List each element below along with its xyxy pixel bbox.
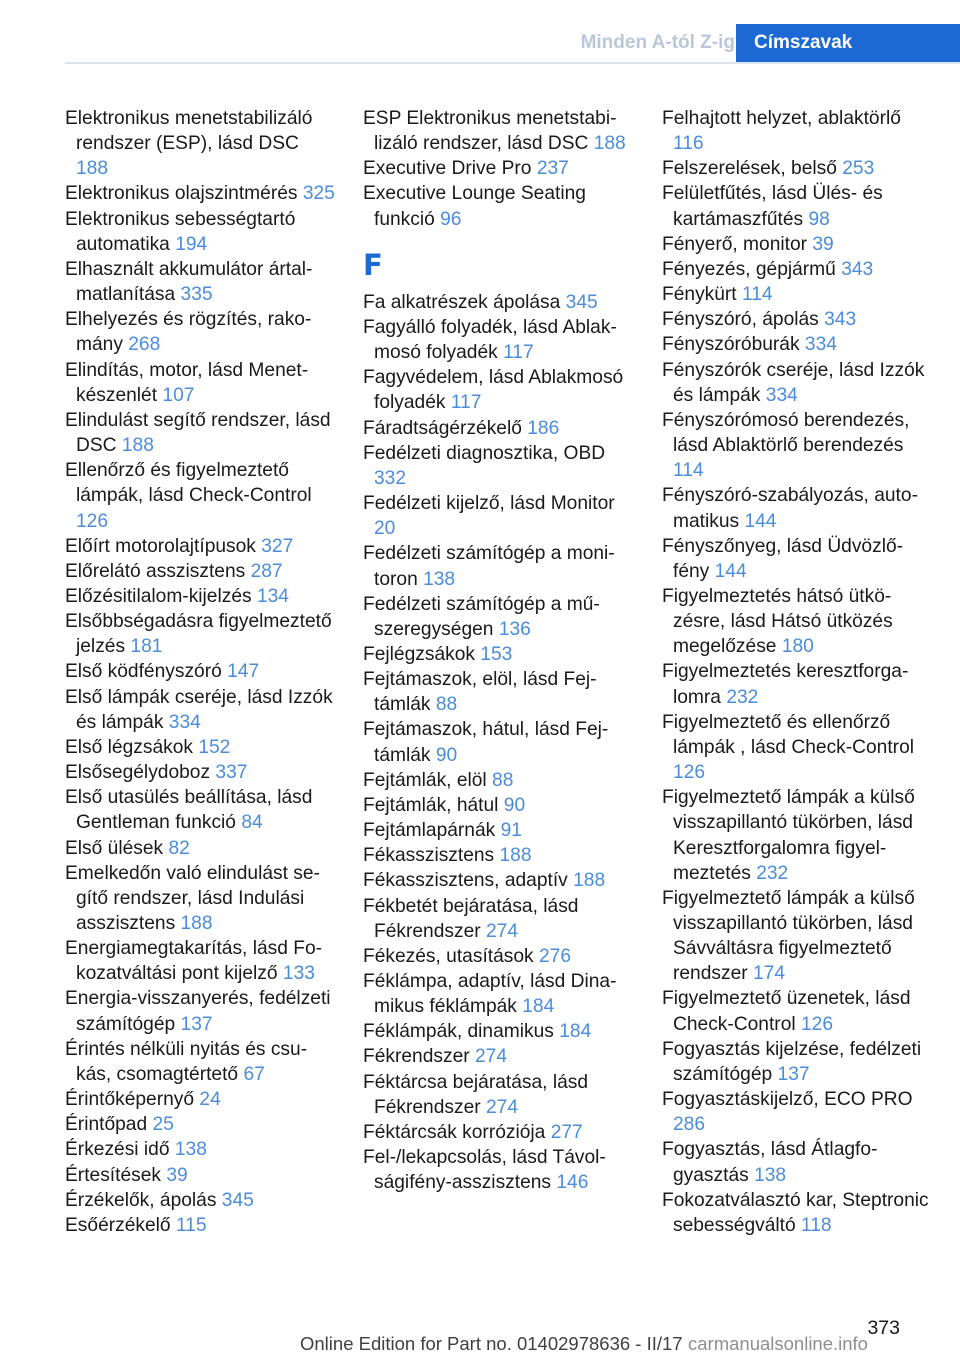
index-entry-text: Fényszórómosó berendezés, lásd Ablaktörlő berendezés (662, 409, 910, 457)
index-entry (65, 685, 335, 735)
index-column-3 (662, 106, 932, 1238)
index-entry (363, 106, 633, 156)
index-entry-text: Elektronikus olajszintmérés (65, 183, 298, 205)
page-reference-link[interactable]: 138 (423, 568, 456, 590)
index-entry-text: Fejtámaszok, elöl, lásd Fejtámlák (363, 669, 597, 716)
page-reference-link[interactable]: 286 (673, 1114, 706, 1136)
page-reference-link[interactable]: 345 (565, 291, 598, 313)
index-entry (363, 944, 633, 969)
page-reference-link[interactable]: 144 (744, 510, 777, 532)
page-reference-link[interactable]: 232 (726, 686, 759, 708)
page-reference-link[interactable]: 237 (536, 158, 569, 180)
page-reference-link[interactable]: 116 (673, 133, 704, 155)
index-entry (363, 365, 633, 415)
index-entry-text: Fel-/lekapcsolás, lásd Távolságifény-asszisztens (363, 1147, 606, 1194)
page-reference-link[interactable]: 84 (241, 812, 263, 834)
page-reference-link[interactable]: 188 (121, 435, 154, 457)
index-entry (65, 307, 335, 357)
page-reference-link[interactable]: 335 (180, 284, 213, 306)
index-entry-text: Emelkedőn való elindulást segítő rendszer, lásd Indulási asszisztens (65, 862, 320, 934)
index-entry-text: Fényszóró, ápolás (662, 309, 819, 331)
index-entry (363, 818, 633, 843)
index-entry (662, 181, 932, 231)
page-reference-link[interactable]: 153 (480, 643, 513, 665)
index-entry (662, 1137, 932, 1187)
page-reference-link[interactable]: 144 (714, 560, 747, 582)
page-reference-link[interactable]: 343 (841, 258, 874, 280)
index-entry (363, 315, 633, 365)
index-entry (363, 717, 633, 767)
page-reference-link[interactable]: 126 (673, 762, 706, 784)
index-entry-text: Figyelmeztető lámpák a külső visszapillantó tükörben, lásd Sávváltásra figyelmeztető rendszer (662, 887, 915, 985)
index-entry-text: Figyelmeztetés hátsó ütközésre, lásd Hátsó ütközés megelőzése (662, 585, 893, 658)
index-entry (662, 659, 932, 709)
page-reference-link[interactable]: 88 (435, 694, 458, 716)
index-entry (65, 1137, 335, 1162)
index-entry (662, 282, 932, 307)
index-entry-text: Fényerő, monitor (662, 233, 808, 255)
index-entry (363, 642, 633, 667)
index-entry-text: Fedélzeti számítógép a monitoron (363, 543, 615, 590)
page-reference-link[interactable]: 332 (374, 467, 407, 489)
index-entry-text: Ellenőrző és figyelmeztető lámpák, lásd Check-Control (65, 460, 312, 507)
index-entry (662, 483, 932, 533)
page-reference-link[interactable]: 334 (804, 334, 837, 356)
index-entry-text: Felszerelések, belső (662, 158, 837, 180)
index-entry (363, 1120, 633, 1145)
index-entry (65, 760, 335, 785)
page-reference-link[interactable]: 88 (492, 769, 514, 791)
page-reference-link[interactable]: 118 (801, 1214, 832, 1236)
page-reference-link[interactable]: 126 (76, 510, 109, 532)
index-entry (363, 667, 633, 717)
page-reference-link[interactable]: 337 (215, 762, 248, 784)
index-entry (662, 1087, 932, 1137)
header-chapter-tab[interactable]: Címszavak (736, 24, 960, 62)
page-reference-link[interactable]: 96 (440, 208, 462, 230)
index-entry-text: Előírt motorolajtípusok (65, 535, 256, 557)
index-entry (65, 609, 335, 659)
index-entry-text: Fedélzeti diagnosztika, OBD (363, 442, 606, 464)
page-reference-link[interactable]: 274 (474, 1046, 507, 1068)
index-entry (662, 584, 932, 659)
index-entry (363, 1070, 633, 1120)
index-entry (363, 1145, 633, 1195)
page-reference-link[interactable]: 274 (485, 920, 518, 942)
index-entry-text: Fáradtságérzékelő (363, 417, 522, 439)
index-entry (363, 868, 633, 893)
page-reference-link[interactable]: 147 (227, 661, 260, 683)
index-entry-text: Figyelmeztető üzenetek, lásd Check-Control (662, 988, 911, 1035)
index-entry-text: Fagyálló folyadék, lásd Ablakmosó folyadék (363, 316, 617, 364)
index-entry-text: Fényszőnyeg, lásd Üdvözlőfény (662, 535, 904, 582)
index-entry (65, 986, 335, 1036)
index-entry (662, 332, 932, 357)
index-entry-text: Fékbetét bejáratása, lásd Fékrendszer (363, 895, 579, 942)
page-number: 373 (867, 1317, 900, 1339)
index-entry-text: Előzésitilalom-kijelzés (65, 585, 252, 607)
index-entry (662, 534, 932, 584)
page-reference-link[interactable]: 345 (221, 1189, 254, 1211)
page-reference-link[interactable]: 39 (166, 1164, 188, 1186)
page-reference-link[interactable]: 174 (753, 963, 786, 985)
page-reference-link[interactable]: 137 (180, 1013, 213, 1035)
page-reference-link[interactable]: 268 (128, 334, 161, 356)
page-reference-link[interactable]: 334 (765, 384, 798, 406)
page-reference-link[interactable]: 115 (175, 1214, 207, 1236)
index-entry (662, 886, 932, 987)
page-reference-link[interactable]: 188 (180, 913, 213, 934)
index-entry-text: Fénykürt (662, 284, 737, 306)
page-footer (300, 1333, 960, 1359)
index-entry (363, 843, 633, 868)
index-entry (363, 181, 633, 231)
index-entry-text: Energiamegtakarítás, lásd Fokozatváltási pont kijelző (65, 938, 323, 985)
index-entry (65, 836, 335, 861)
index-entry (65, 1213, 335, 1238)
index-entry (65, 207, 335, 257)
index-entry-text: Fedélzeti kijelző, lásd Monitor (363, 493, 615, 515)
index-entry (363, 1019, 633, 1044)
index-entry (65, 257, 335, 307)
index-entry-text: Fényszórók cseréje, lásd Izzók és lámpák (662, 359, 925, 406)
index-entry-text: Fogyasztás kijelzése, fedélzeti számítógép (662, 1038, 922, 1085)
index-entry-text: ESP Elektronikus menetstabilizáló rendszer, lásd DSC (363, 108, 617, 155)
page-reference-link[interactable]: 188 (76, 158, 109, 180)
index-entry (363, 541, 633, 591)
page-reference-link[interactable]: 184 (522, 996, 555, 1018)
page-reference-link[interactable]: 276 (538, 945, 571, 967)
index-entry-text: Fejtámlák, hátul (363, 794, 499, 816)
index-entry (65, 861, 335, 936)
index-entry (65, 1037, 335, 1087)
index-entry (363, 592, 633, 642)
index-entry (65, 458, 335, 533)
page-reference-link[interactable]: 138 (174, 1139, 207, 1161)
page-reference-link[interactable]: 117 (450, 392, 482, 414)
index-entry (662, 232, 932, 257)
page-reference-link[interactable]: 334 (168, 711, 201, 733)
page-reference-link[interactable]: 20 (374, 518, 396, 540)
page-reference-link[interactable]: 91 (500, 820, 522, 842)
index-entry (662, 1188, 932, 1238)
index-entry-text: Fejtámlapárnák (363, 820, 496, 842)
page-reference-link[interactable]: 136 (498, 618, 531, 640)
page-reference-link[interactable]: 39 (812, 233, 834, 255)
index-entry (363, 416, 633, 441)
page-reference-link[interactable]: 184 (559, 1021, 592, 1043)
page-reference-link[interactable]: 186 (527, 417, 560, 439)
page-reference-link[interactable]: 117 (503, 342, 534, 364)
page-reference-link[interactable]: 98 (808, 208, 830, 230)
index-column-1 (65, 106, 335, 1238)
page-reference-link[interactable]: 287 (250, 560, 283, 582)
index-entry-text: Fényszóró-szabályozás, automatikus (662, 485, 918, 532)
index-entry (662, 358, 932, 408)
index-entry (662, 307, 932, 332)
page-reference-link[interactable]: 126 (800, 1013, 833, 1035)
index-entry (662, 986, 932, 1036)
index-entry-text: Fogyasztáskijelző, ECO PRO (662, 1089, 913, 1111)
index-entry-text: Energia-visszanyerés, fedélzeti számítógép (65, 988, 331, 1035)
index-entry (65, 559, 335, 584)
page-reference-link[interactable]: 274 (485, 1096, 518, 1118)
page-reference-link[interactable]: 188 (593, 133, 626, 155)
index-entry-text: Elektronikus sebességtartó automatika (65, 208, 296, 255)
index-entry-text: Elindítás, motor, lásd Menetkészenlét (65, 359, 309, 406)
page-reference-link[interactable]: 138 (754, 1164, 787, 1186)
page-reference-link[interactable]: 114 (742, 284, 773, 306)
index-entry-text: Féklámpák, dinamikus (363, 1021, 554, 1043)
index-entry-text: Első lámpák cseréje, lásd Izzók és lámpák (65, 686, 333, 733)
index-entry (662, 710, 932, 785)
page-reference-link[interactable]: 24 (199, 1089, 221, 1111)
page-reference-link[interactable]: 180 (781, 636, 814, 658)
index-entry (65, 181, 335, 206)
index-entry-text: Fényszóróburák (662, 334, 800, 356)
page-reference-link[interactable]: 194 (175, 233, 208, 255)
index-entry-text: Felületfűtés, lásd Ülés- és kartámaszfűtés (662, 183, 883, 230)
index-entry (662, 257, 932, 282)
index-entry-text: Érintőpad (65, 1114, 148, 1136)
page-reference-link[interactable]: 343 (824, 309, 857, 331)
page-reference-link[interactable]: 137 (777, 1063, 810, 1085)
page-reference-link[interactable]: 25 (152, 1114, 174, 1136)
page-reference-link[interactable]: 188 (499, 845, 532, 867)
index-entry-text: Előrelátó asszisztens (65, 560, 246, 582)
index-entry-text: Érzékelők, ápolás (65, 1189, 217, 1211)
page-reference-link[interactable]: 82 (168, 837, 190, 859)
index-entry-text: Fényezés, gépjármű (662, 258, 836, 280)
page-reference-link[interactable]: 232 (756, 862, 789, 884)
index-entry-text: Féktárcsa bejáratása, lásd Fékrendszer (363, 1071, 589, 1118)
index-entry-text: Elhasznált akkumulátor ártalmatlanítása (65, 258, 313, 306)
page-header (0, 24, 960, 62)
index-entry-text: Elhelyezés és rögzítés, rakomány (65, 309, 312, 356)
index-entry-text: Érintés nélküli nyitás és csukás, csomagtértető (65, 1038, 308, 1085)
page-reference-link[interactable]: 181 (130, 636, 163, 658)
index-entry (363, 290, 633, 315)
index-entry-text: Figyelmeztetés keresztforgalomra (662, 661, 909, 708)
page-reference-link[interactable]: 114 (673, 460, 704, 482)
index-entry-text: Fagyvédelem, lásd Ablakmosó folyadék (363, 367, 624, 414)
index-entry-text: Fékasszisztens (363, 845, 495, 867)
index-entry (363, 969, 633, 1019)
index-entry-text: Figyelmeztető és ellenőrző lámpák , lásd Check-Control (662, 711, 915, 758)
index-entry (65, 785, 335, 835)
page-reference-link[interactable]: 146 (556, 1172, 589, 1194)
index-entry-text: Esőérzékelő (65, 1214, 171, 1236)
index-entry (65, 408, 335, 458)
index-entry (363, 491, 633, 541)
index-entry (363, 768, 633, 793)
index-entry (65, 1087, 335, 1112)
index-entry-text: Fejtámaszok, hátul, lásd Fejtámlák (363, 719, 609, 766)
index-entry (65, 1188, 335, 1213)
index-entry-text: Első utasülés beállítása, lásd Gentleman funkció (65, 787, 313, 834)
index-entry-text: Érintőképernyő (65, 1089, 195, 1111)
watermark: carmanualsonline.info (688, 1333, 868, 1354)
index-entry-text: Elindulást segítő rendszer, lásd DSC (65, 409, 331, 457)
index-entry (65, 1163, 335, 1188)
header-section-label: Minden A-tól Z-ig (580, 32, 735, 53)
index-entry (662, 156, 932, 181)
index-entry (65, 584, 335, 609)
page-reference-link[interactable]: 277 (550, 1121, 583, 1143)
index-entry (662, 785, 932, 886)
page-reference-link[interactable]: 67 (243, 1063, 265, 1085)
index-entry (65, 936, 335, 986)
index-entry-text: Első ködfényszóró (65, 661, 222, 683)
index-column-2 (363, 106, 633, 1195)
index-entry (65, 659, 335, 684)
index-entry-text: Érkezési idő (65, 1139, 170, 1161)
index-entry (363, 793, 633, 818)
page-reference-link[interactable]: 90 (503, 794, 526, 816)
index-entry (662, 408, 932, 483)
index-entry (363, 894, 633, 944)
index-entry (65, 1112, 335, 1137)
index-entry (363, 441, 633, 491)
page-reference-link[interactable]: 133 (282, 963, 315, 985)
index-entry (65, 106, 335, 181)
index-entry-text: Elektronikus menetstabilizáló rendszer (ESP), lásd DSC (65, 108, 313, 155)
index-entry (65, 534, 335, 559)
header-divider (65, 62, 960, 64)
index-letter-heading: F (363, 247, 383, 282)
page-reference-link[interactable]: 253 (842, 158, 875, 180)
index-entry (662, 1037, 932, 1087)
edition-note: Online Edition for Part no. 01402978636 - II/17 (300, 1333, 683, 1354)
index-entry-text: Fedélzeti számítógép a műszeregységen (363, 593, 600, 640)
index-entry-text: Első ülések (65, 837, 164, 859)
index-entry (363, 156, 633, 181)
index-entry-text: Fejlégzsákok (363, 643, 475, 665)
index-entry (65, 735, 335, 760)
index-entry-text: Fokozatválasztó kar, Steptronic sebességváltó (662, 1189, 929, 1236)
page-reference-link[interactable]: 325 (302, 183, 335, 205)
index-entry-text: Értesítések (65, 1164, 161, 1186)
index-entry-text: Fékrendszer (363, 1046, 470, 1068)
index-entry (65, 358, 335, 408)
page-reference-link[interactable]: 134 (256, 585, 289, 607)
index-entry-text: Féklámpa, adaptív, lásd Dinamikus féklámpák (363, 971, 617, 1018)
index-entry-text: Figyelmeztető lámpák a külső visszapillantó tükörben, lásd Keresztforgalomra figyelmeztetés (662, 787, 915, 884)
page-reference-link[interactable]: 107 (162, 384, 195, 406)
index-entry-text: Fogyasztás, lásd Átlagfogyasztás (662, 1139, 878, 1186)
index-entry-text: Fa alkatrészek ápolása (363, 291, 561, 313)
index-entry-text: Fékasszisztens, adaptív (363, 870, 568, 892)
index-entry-text: Executive Lounge Seating funkció (363, 183, 586, 230)
page-reference-link[interactable]: 188 (573, 870, 606, 892)
index-entry (363, 1044, 633, 1069)
index-entry-text: Első légzsákok (65, 736, 193, 758)
index-entry-text: Fékezés, utasítások (363, 945, 534, 967)
page-reference-link[interactable]: 152 (198, 736, 231, 758)
index-entry-text: Elsőbbségadásra figyelmeztető jelzés (65, 611, 332, 658)
index-entry (662, 106, 932, 156)
index-entry-text: Felhajtott helyzet, ablaktörlő (662, 108, 901, 129)
index-entry-text: Elsősegélydoboz (65, 762, 211, 784)
index-entry-text: Féktárcsák korróziója (363, 1121, 546, 1143)
page-reference-link[interactable]: 90 (435, 744, 458, 766)
index-entry-text: Executive Drive Pro (363, 158, 532, 180)
index-entry-text: Fejtámlák, elöl (363, 769, 487, 791)
page-reference-link[interactable]: 327 (261, 535, 294, 557)
